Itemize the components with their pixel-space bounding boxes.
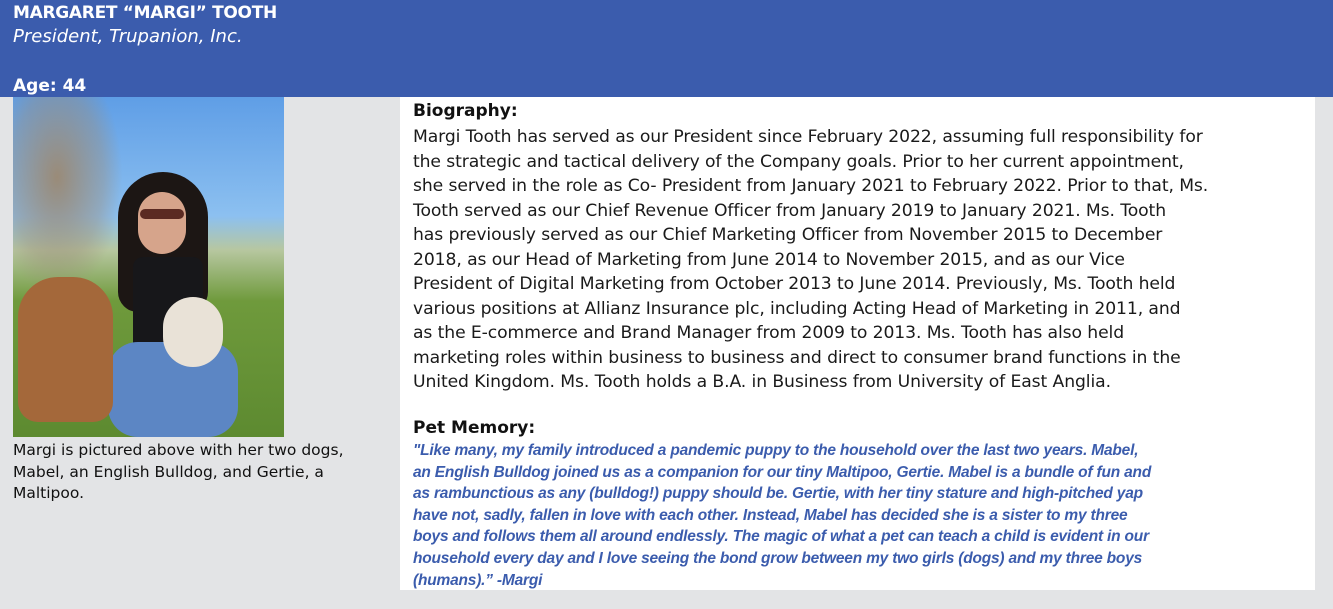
bio-line: United Kingdom. Ms. Tooth holds a B.A. in Business from University of East Anglia. xyxy=(413,372,1111,392)
quote-line: household every day and I love seeing the bond grow between my two girls (dogs) and my three boys xyxy=(413,549,1143,567)
photo-bulldog xyxy=(18,277,113,422)
photo-person-face xyxy=(138,192,186,254)
bio-line: she served in the role as Co- President from January 2021 to February 2022. Prior to that, Ms. xyxy=(413,176,1209,196)
executive-title: President, Trupanion, Inc. xyxy=(13,26,243,47)
executive-name: MARGARET “MARGI” TOOTH xyxy=(13,3,277,23)
executive-age: Age: 44 xyxy=(13,76,87,96)
bio-line: marketing roles within business to business and direct to consumer brand functions in the xyxy=(413,347,1181,368)
quote-line: boys and follows them all around endlessly. The magic of what a pet can teach a child is evident in our xyxy=(413,528,1149,546)
biography-text xyxy=(413,125,1208,395)
photo-maltipoo xyxy=(163,297,223,367)
profile-header xyxy=(0,0,1333,97)
bio-line: Margi Tooth has served as our President since February 2022, assuming full responsibility for xyxy=(413,127,1203,147)
quote-line: as rambunctious as any (bulldog!) puppy should be. Gertie, with her tiny stature and high-pitched yap xyxy=(413,485,1143,503)
biography-heading: Biography: xyxy=(413,101,518,121)
photo-sunglasses xyxy=(140,209,184,219)
executive-photo xyxy=(13,97,284,437)
photo-tree xyxy=(13,97,123,297)
pet-memory-heading: Pet Memory: xyxy=(413,418,536,438)
bio-line: as the E-commerce and Brand Manager from 2009 to 2013. Ms. Tooth has also held xyxy=(413,323,1125,343)
bio-line: 2018, as our Head of Marketing from June 2014 to November 2015, and as our Vice xyxy=(413,249,1125,270)
quote-line: have not, sadly, fallen in love with each other. Instead, Mabel has decided she is a sister to my three xyxy=(413,506,1128,524)
bio-line: has previously served as our Chief Marketing Officer from November 2015 to December xyxy=(413,225,1163,245)
quote-line: (humans).” -Margi xyxy=(413,571,543,589)
quote-line: an English Bulldog joined us as a companion for our tiny Maltipoo, Gertie. Mabel is a bundle of fun and xyxy=(413,463,1152,481)
bio-line: the strategic and tactical delivery of the Company goals. Prior to her current appointment, xyxy=(413,151,1184,172)
quote-line: "Like many, my family introduced a pandemic puppy to the household over the last two years. Mabel, xyxy=(413,442,1139,459)
bio-line: President of Digital Marketing from October 2013 to June 2014. Previously, Ms. Tooth held xyxy=(413,274,1176,294)
bio-line: various positions at Allianz Insurance plc, including Acting Head of Marketing in 2011, and xyxy=(413,298,1181,319)
bio-line: Tooth served as our Chief Revenue Officer from January 2019 to January 2021. Ms. Tooth xyxy=(413,200,1166,221)
content-panel xyxy=(400,97,1315,590)
photo-caption: Margi is pictured above with her two dogs, Mabel, an English Bulldog, and Gertie, a Maltipoo. xyxy=(13,441,344,502)
pet-memory-quote xyxy=(413,440,1151,591)
